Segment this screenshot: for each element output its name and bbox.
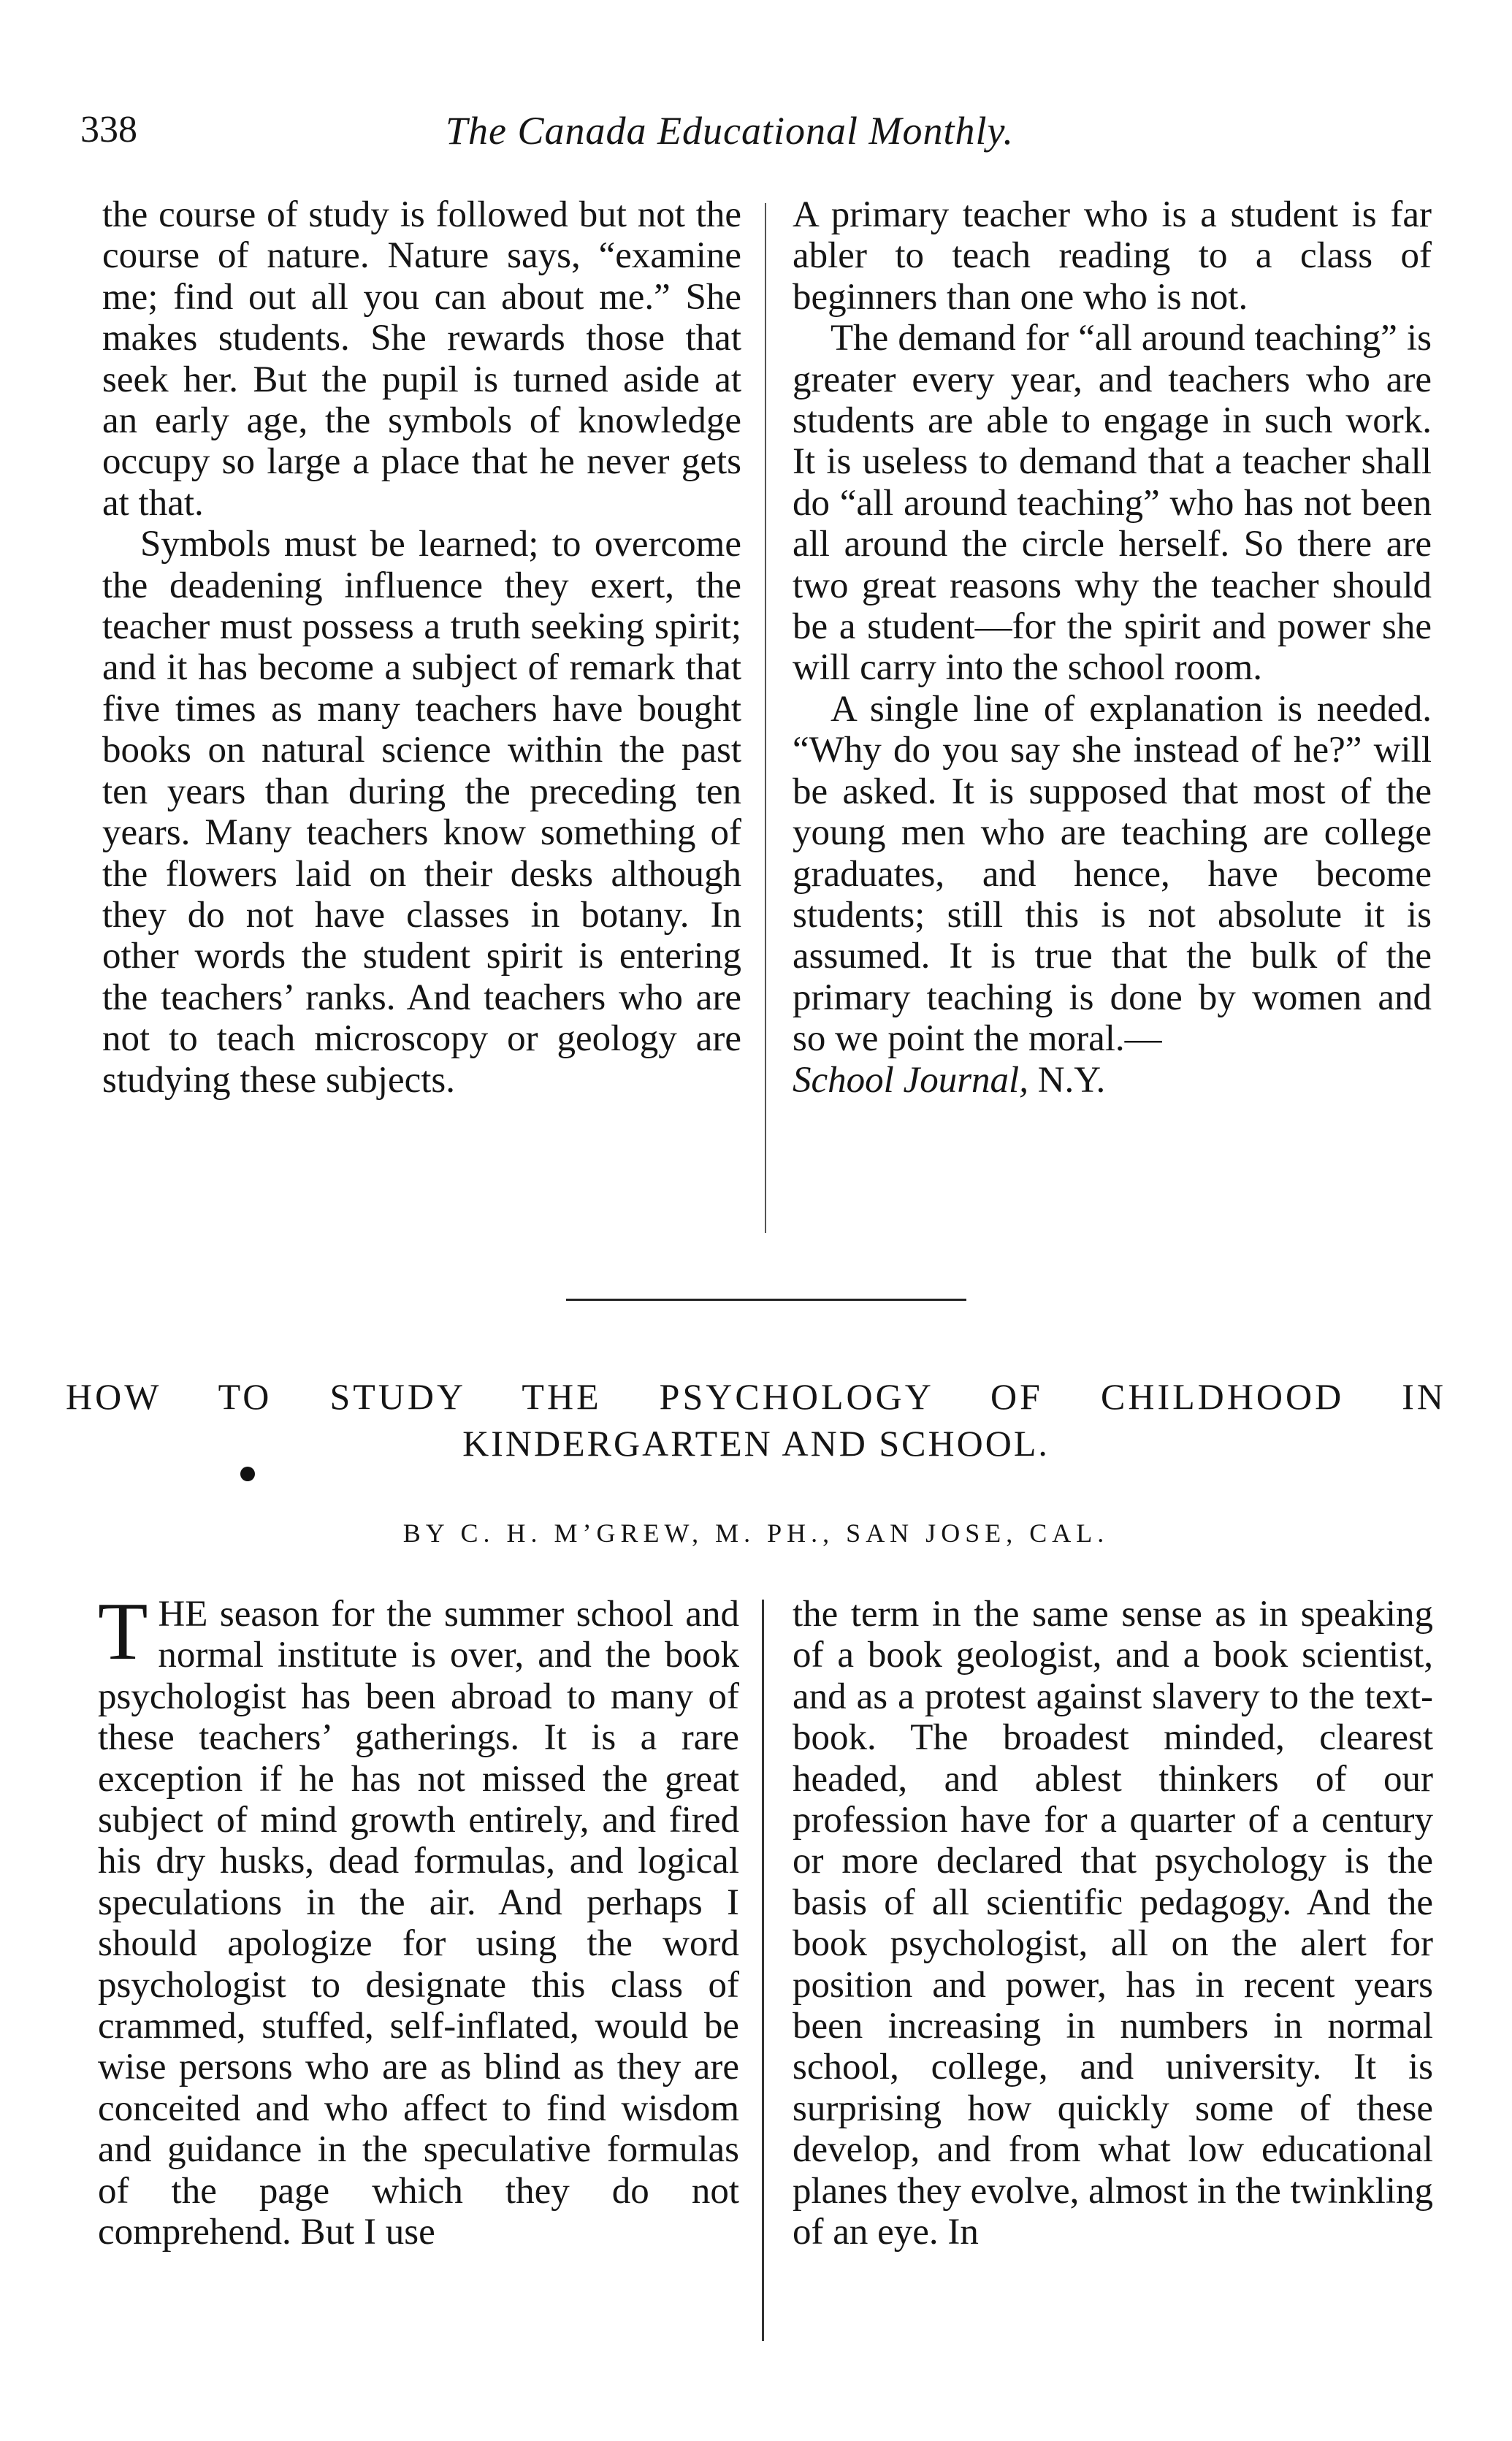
paragraph-text: HE season for the summer school and normal institute is over, and the book psychologist has been abroad to many of these teachers’ gatherings. It is a rare exception if he has not missed the great subject of mind growth entirely, and fired his dry husks, dead formulas, and logical speculations in the air. And perhaps I should apologize for using the word psychologist to designate this class of crammed, stuffed, self-inflated, would be wise persons who are as blind as they are conceited and who affect to find wisdom and guidance in the speculative formulas of the page which they do not comprehend. But I use	[98, 1594, 739, 2253]
paragraph	[98, 1586, 739, 2253]
lower-right-column	[793, 1594, 1433, 2253]
paragraph: Symbols must be learned; to overcome the deadening influence they exert, the teacher must possess a truth seeking spirit; and it has become a subject of remark that five times as many teachers have bought books on natural science within the past ten years than during the preceding ten years. Many teachers know something of the flowers laid on their desks although they do not have classes in botany. In other words the student spirit is entering the teachers’ ranks. And teachers who are not to teach microscopy or geology are studying these subjects.	[102, 524, 741, 1101]
drop-cap: T	[98, 1586, 148, 1677]
lower-left-column	[98, 1586, 739, 2253]
paragraph: the term in the same sense as in speaking of a book geologist, and a book scientist, and as a protest against slavery to the text-book. The broadest minded, clearest headed, and ablest thinkers of our profession have for a quarter of a century or more declared that psychology is the basis of all scientific pedagogy. And the book psychologist, all on the alert for position and power, has in recent years been increasing in numbers in normal school, college, and university. It is surprising how quickly some of these develop, and from what low educational planes they evolve, almost in the twinkling of an eye. In	[793, 1594, 1433, 2253]
running-title: The Canada Educational Monthly.	[446, 109, 1014, 153]
upper-left-column	[102, 194, 741, 1101]
source-place: N.Y.	[1037, 1059, 1106, 1101]
bullet-mark	[240, 1467, 255, 1481]
article-title	[66, 1373, 1446, 1467]
byline: BY C. H. M’GREW, M. PH., SAN JOSE, CAL.	[402, 1519, 1110, 1548]
paragraph: A primary teacher who is a student is far abler to teach reading to a class of beginners than one who is not.	[793, 194, 1432, 318]
paragraph-text: A single line of explanation is needed. “Why do you say she instead of he?” will be asked. It is supposed that most of the young men who are teaching are college graduates, and hence, have become students; still this is not absolute it is assumed. It is true that the bulk of the primary teaching is done by women and so we point the moral.—	[793, 688, 1432, 1060]
column-rule	[765, 203, 766, 1233]
source-citation: School Journal,	[793, 1059, 1028, 1101]
paragraph: the course of study is followed but not the course of nature. Nature says, “examine me; find out all you can about me.” She makes students. She rewards those that seek her. But the pupil is turned aside at an early age, the symbols of knowledge occupy so large a place that he never gets at that.	[102, 194, 741, 524]
article-title-line-1: HOW TO STUDY THE PSYCHOLOGY OF CHILDHOOD IN	[66, 1376, 1446, 1417]
section-divider	[566, 1299, 966, 1301]
upper-right-column	[793, 194, 1432, 1101]
page-number: 338	[80, 109, 137, 150]
paragraph: The demand for “all around teaching” is greater every year, and teachers who are students are able to engage in such work. It is useless to demand that a teacher shall do “all around teaching” who has not been all around the circle herself. So there are two great reasons why the teacher should be a student—for the spirit and power she will carry into the school room.	[793, 318, 1432, 689]
column-rule	[762, 1600, 764, 2341]
running-header	[80, 108, 1110, 167]
paragraph	[793, 689, 1432, 1101]
article-title-line-2: KINDERGARTEN AND SCHOOL.	[462, 1423, 1050, 1464]
